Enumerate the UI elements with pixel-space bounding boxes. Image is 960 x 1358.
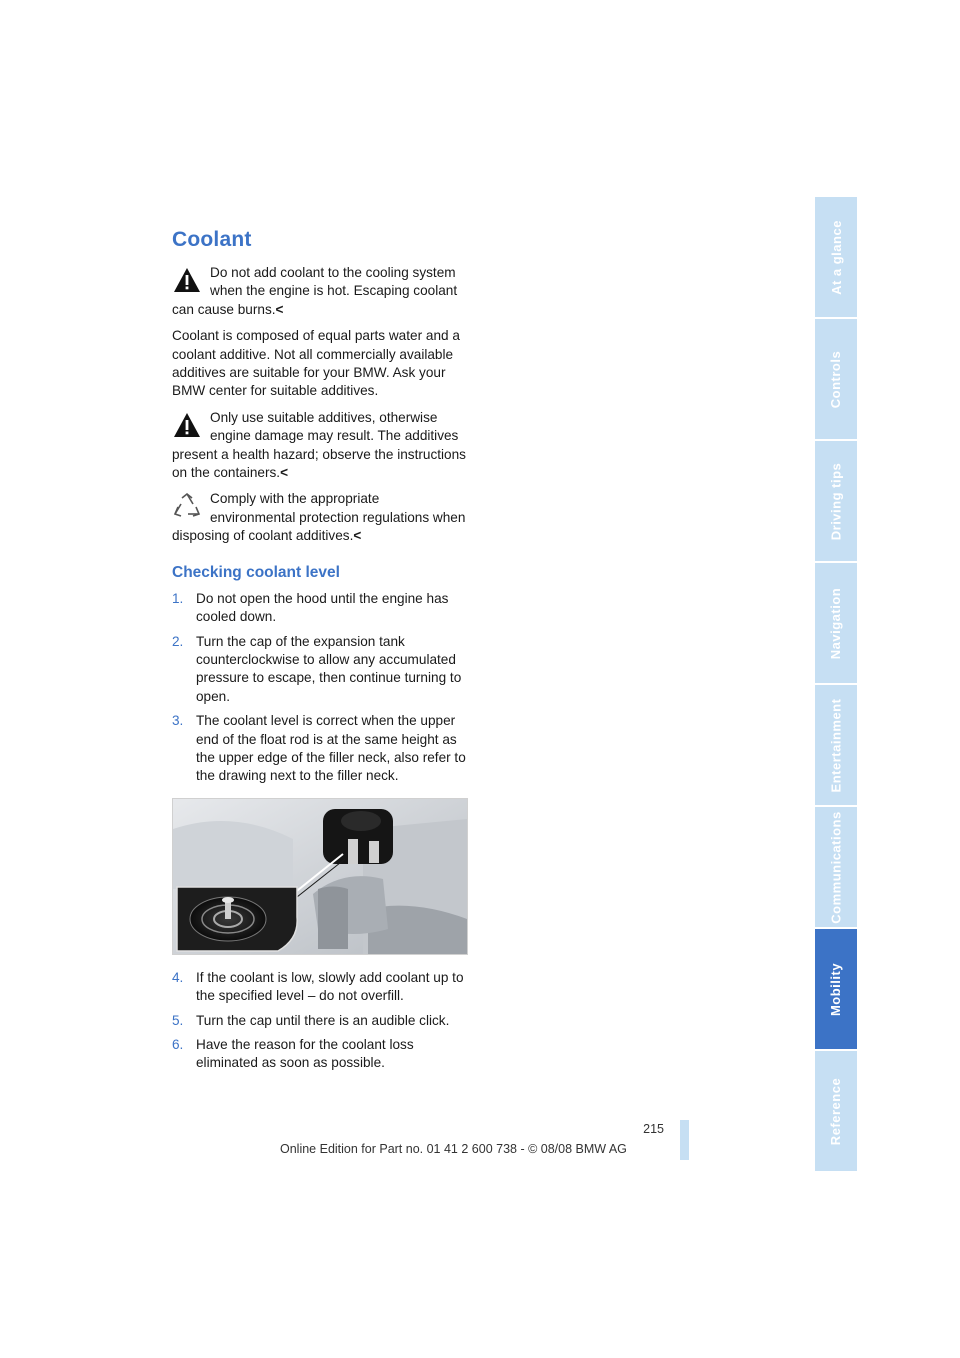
- step-item: [172, 1012, 466, 1030]
- step-text: The coolant level is correct when the upper end of the float rod is at the same height as the upper edge of the filler neck, also refer to the drawing next to the filler neck.: [196, 713, 466, 784]
- warning-note-additives: [172, 409, 466, 483]
- edition-notice: Online Edition for Part no. 01 41 2 600 738 - © 08/08 BMW AG: [280, 1142, 627, 1156]
- section-title: Coolant: [172, 228, 252, 251]
- tab-label: Navigation: [828, 587, 844, 659]
- step-number: 1.: [172, 590, 184, 606]
- step-item: [172, 633, 466, 707]
- environment-text: Comply with the appropriate environmental protection regulations when disposing of coolant additives.: [172, 491, 466, 544]
- step-text: Turn the cap of the expansion tank counterclockwise to allow any accumulated pressure to escape, then continue turning to open.: [196, 633, 462, 704]
- page-footer: [280, 1122, 664, 1156]
- step-text: If the coolant is low, slowly add coolant up to the specified level – do not overfill.: [196, 969, 464, 1004]
- warning-note-hot-engine: [172, 264, 466, 319]
- subheading-checking-coolant: Checking coolant level: [172, 563, 340, 581]
- steps-list-after: [172, 969, 466, 1073]
- chapter-tabs: [815, 197, 857, 1173]
- warning-text-1: Do not add coolant to the cooling system when the engine is hot. Escaping coolant can cause burns.: [172, 265, 458, 317]
- step-item: [172, 1036, 466, 1073]
- tab-communications[interactable]: [815, 807, 857, 927]
- engine-bay-photo: [172, 798, 468, 955]
- tab-at-a-glance[interactable]: [815, 197, 857, 317]
- end-mark: <: [275, 301, 284, 317]
- warning-triangle-icon: [172, 411, 202, 439]
- coolant-tank-illustration: [173, 799, 467, 954]
- warning-triangle-icon: [172, 266, 202, 294]
- step-number: 4.: [172, 969, 184, 985]
- tab-label: Mobility: [828, 962, 844, 1016]
- step-number: 2.: [172, 633, 184, 649]
- tab-controls[interactable]: [815, 319, 857, 439]
- steps-list-before: [172, 590, 466, 786]
- tab-label: Driving tips: [828, 462, 844, 540]
- step-item: [172, 590, 466, 627]
- tab-mobility[interactable]: [815, 929, 857, 1049]
- step-number: 6.: [172, 1036, 184, 1052]
- step-number: 5.: [172, 1012, 184, 1028]
- step-item: [172, 712, 466, 786]
- step-number: 3.: [172, 713, 184, 729]
- tab-entertainment[interactable]: [815, 685, 857, 805]
- step-item: [172, 969, 466, 1006]
- tab-label: Entertainment: [828, 698, 844, 792]
- environment-note: [172, 490, 466, 545]
- warning-text-2: Only use suitable additives, otherwise engine damage may result. The additives present a health hazard; observe the instructions on the containers.: [172, 409, 466, 481]
- tab-label: Communications: [828, 810, 844, 924]
- tab-label: Controls: [828, 350, 844, 408]
- tab-driving-tips[interactable]: [815, 441, 857, 561]
- tab-navigation[interactable]: [815, 563, 857, 683]
- page-content: [172, 228, 466, 1079]
- tab-label: At a glance: [828, 219, 844, 295]
- tab-label: Reference: [828, 1077, 844, 1145]
- coolant-description: Coolant is composed of equal parts water and a coolant additive. Not all commercially available additives are suitable for your BMW. Ask your BMW center for suitable additives.: [172, 328, 460, 399]
- page-number: 215: [643, 1122, 664, 1136]
- step-text: Do not open the hood until the engine has cooled down.: [196, 590, 449, 625]
- step-text: Have the reason for the coolant loss eliminated as soon as possible.: [196, 1036, 414, 1071]
- footer-accent-bar: [680, 1120, 689, 1160]
- recycle-icon: [172, 492, 202, 520]
- tab-reference[interactable]: [815, 1051, 857, 1171]
- end-mark: <: [353, 528, 362, 544]
- end-mark: <: [280, 465, 289, 481]
- step-text: Turn the cap until there is an audible click.: [196, 1012, 450, 1028]
